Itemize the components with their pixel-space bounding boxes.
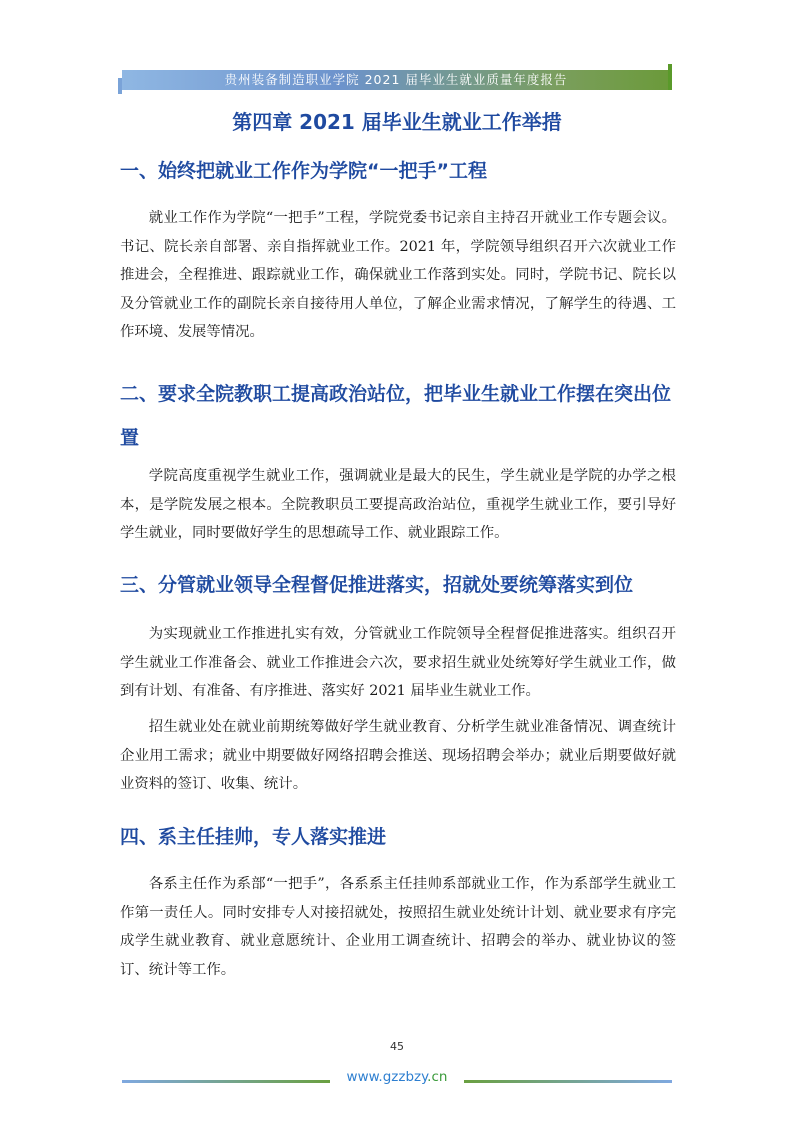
header-accent-right bbox=[668, 64, 672, 90]
footer-website[interactable] bbox=[330, 1069, 464, 1085]
header-banner-text: 贵州装备制造职业学院 2021 届毕业生就业质量年度报告 bbox=[224, 72, 568, 87]
page-number: 45 bbox=[390, 1040, 404, 1053]
section-4-paragraph-1: 各系主任作为系部“一把手”，各系系主任挂帅系部就业工作，作为系部学生就业工作第一责任人。同时安排专人对接招就处，按照招生就业处统计计划、就业要求有序完成学生就业教育、就业意愿统计、企业用工调查统计、招聘会的举办、就业协议的签订、统计等工作。 bbox=[120, 876, 676, 978]
footer-website-main: www.gzzbzy bbox=[346, 1069, 428, 1085]
section-3-paragraph-1: 为实现就业工作推进扎实有效，分管就业工作院领导全程督促推进落实。组织召开学生就业工作准备会、就业工作推进会六次，要求招生就业处统筹好学生就业工作，做到有计划、有准备、有序推进、落实好 2021 届毕业生就业工作。 bbox=[120, 626, 676, 699]
chapter-title: 第四章 2021 届毕业生就业工作举措 bbox=[232, 110, 562, 134]
section-3-paragraph-2: 招生就业处在就业前期统筹做好学生就业教育、分析学生就业准备情况、调查统计企业用工需求；就业中期要做好网络招聘会推送、现场招聘会举办；就业后期要做好就业资料的签订、收集、统计。 bbox=[120, 719, 676, 792]
section-2-paragraph-1: 学院高度重视学生就业工作，强调就业是最大的民生，学生就业是学院的办学之根本，是学院发展之根本。全院教职员工要提高政治站位，重视学生就业工作，要引导好学生就业，同时要做好学生的思想疏导工作、就业跟踪工作。 bbox=[120, 468, 676, 541]
footer-rule-right bbox=[464, 1080, 672, 1083]
section-3-heading: 三、分管就业领导全程督促推进落实，招就处要统筹落实到位 bbox=[120, 574, 634, 596]
footer-rule-left bbox=[122, 1080, 330, 1083]
section-1-heading: 一、始终把就业工作作为学院“一把手”工程 bbox=[120, 160, 487, 182]
header-banner bbox=[122, 70, 670, 90]
section-4-heading: 四、系主任挂帅，专人落实推进 bbox=[120, 826, 387, 848]
section-2-heading: 二、要求全院教职工提高政治站位，把毕业生就业工作摆在突出位置 bbox=[120, 383, 672, 449]
footer-website-suffix: .cn bbox=[427, 1069, 448, 1085]
section-1-paragraph-1: 就业工作作为学院“一把手”工程，学院党委书记亲自主持召开就业工作专题会议。书记、院长亲自部署、亲自指挥就业工作。2021 年，学院领导组织召开六次就业工作推进会，全程推进、跟踪就业工作，确保就业工作落到实处。同时，学院书记、院长以及分管就业工作的副院长亲自接待用人单位，了解企业需求情况，了解学生的待遇、工作环境、发展等情况。 bbox=[120, 210, 676, 340]
